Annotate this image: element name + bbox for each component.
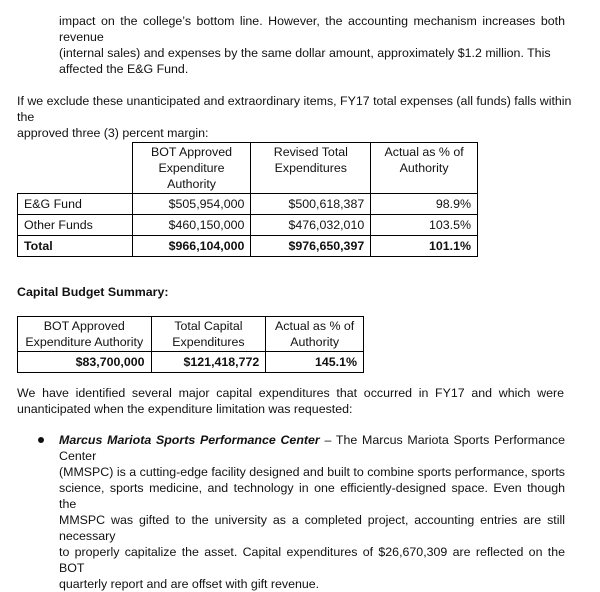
header-line: BOT Approved xyxy=(150,145,233,159)
bullet-title: Marcus Mariota Sports Performance Center xyxy=(59,433,320,447)
header-line: Expenditures xyxy=(274,161,347,175)
table-row xyxy=(18,194,478,215)
bullet-line-5: to properly capitalize the asset. Capital expenditures of $26,670,309 are reflected on the BOT xyxy=(59,545,565,575)
row-authority: $966,104,000 xyxy=(132,236,251,257)
capital-header-total xyxy=(151,317,266,352)
intro-line-1: impact on the college’s bottom line. However, the accounting mechanism increases both revenue xyxy=(59,14,565,44)
capital-header-pct xyxy=(266,317,364,352)
table-row xyxy=(18,215,478,236)
header-line: Actual as % of xyxy=(384,145,464,159)
bullet-line-2: (MMSPC) is a cutting-edge facility designed and built to combine sports performance, sports xyxy=(59,465,565,479)
capital-header-authority xyxy=(18,317,152,352)
header-line: Authority xyxy=(399,161,449,175)
header-line: Expenditures xyxy=(172,335,245,349)
row-revised: $500,618,387 xyxy=(251,194,371,215)
row-label: E&G Fund xyxy=(18,194,133,215)
capital-table-header-row xyxy=(18,317,364,352)
intro-line-3: affected the E&G Fund. xyxy=(59,62,189,76)
expense-header-blank xyxy=(18,143,133,194)
header-line: Authority xyxy=(290,335,340,349)
row-pct: 101.1% xyxy=(371,236,478,257)
row-authority: $460,150,000 xyxy=(132,215,251,236)
intro-line-2: (internal sales) and expenses by the same dollar amount, approximately $1.2 million. This xyxy=(59,46,551,60)
row-revised: $976,650,397 xyxy=(251,236,371,257)
table-row xyxy=(18,352,364,373)
row-pct: 98.9% xyxy=(371,194,478,215)
major-line-2: unanticipated when the expenditure limitation was requested: xyxy=(17,402,353,416)
table-row-total xyxy=(18,236,478,257)
expense-header-authority xyxy=(132,143,251,194)
expense-authority-table xyxy=(17,142,478,257)
row-authority: $505,954,000 xyxy=(132,194,251,215)
bullet-paragraph xyxy=(59,432,565,592)
bullet-line-6: quarterly report and are offset with gift revenue. xyxy=(59,577,320,591)
exclusion-paragraph xyxy=(17,93,587,141)
capital-budget-table xyxy=(17,316,364,373)
bullet-line-1-rest: – The Marcus Mariota Sports Performance Center xyxy=(59,433,565,463)
capital-authority-value: $83,700,000 xyxy=(18,352,152,373)
header-line: Revised Total xyxy=(273,145,348,159)
header-line: Total Capital xyxy=(174,319,243,333)
row-revised: $476,032,010 xyxy=(251,215,371,236)
bullet-dot-icon xyxy=(38,437,44,443)
capital-pct-value: 145.1% xyxy=(266,352,364,373)
expense-header-pct xyxy=(371,143,478,194)
capital-total-value: $121,418,772 xyxy=(151,352,266,373)
intro-paragraph xyxy=(59,13,565,77)
header-line: Actual as % of xyxy=(275,319,355,333)
header-line: Expenditure Authority xyxy=(158,161,225,191)
row-pct: 103.5% xyxy=(371,215,478,236)
major-line-1: We have identified several major capital expenditures that occurred in FY17 and which were xyxy=(17,386,564,400)
row-label: Total xyxy=(18,236,133,257)
row-label: Other Funds xyxy=(18,215,133,236)
expense-table-header-row xyxy=(18,143,478,194)
bullet-line-3: science, sports medicine, and technology in one efficiently-designed space. Even though the xyxy=(59,481,565,511)
major-expenditures-paragraph xyxy=(17,385,564,417)
exclusion-line-2: approved three (3) percent margin: xyxy=(17,126,209,140)
header-line: Expenditure Authority xyxy=(25,335,144,349)
bullet-line-1 xyxy=(59,432,565,464)
expense-header-revised xyxy=(251,143,371,194)
capital-budget-heading: Capital Budget Summary: xyxy=(17,285,169,299)
header-line: BOT Approved xyxy=(43,319,125,333)
bullet-line-4: MMSPC was gifted to the university as a completed project, accounting entries are still necessary xyxy=(59,513,565,543)
exclusion-line-1: If we exclude these unanticipated and extraordinary items, FY17 total expenses (all funds) falls within the xyxy=(17,94,572,124)
